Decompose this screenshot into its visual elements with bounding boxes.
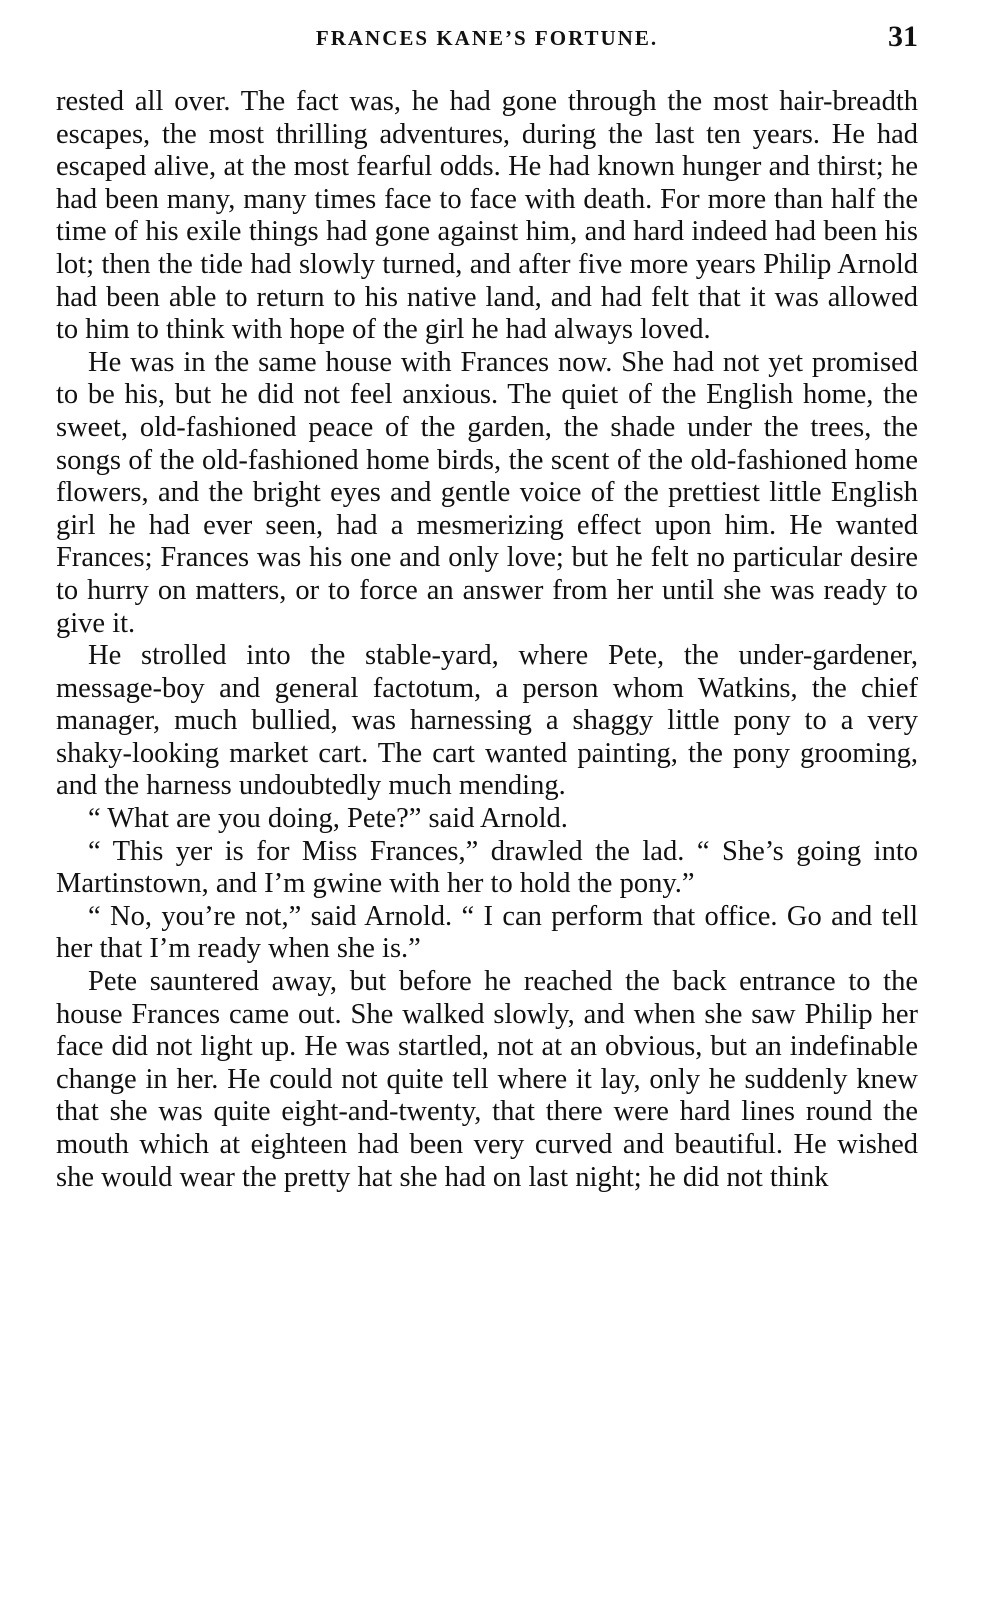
book-page [56, 20, 918, 1600]
paragraph: “ This yer is for Miss Frances,” drawled the lad. “ She’s going into Martinstown, and I’m gwine with her to hold the pony.” [56, 835, 918, 900]
page-number: 31 [888, 20, 918, 53]
paragraph: “ No, you’re not,” said Arnold. “ I can perform that office. Go and tell her that I’m ready when she is.” [56, 900, 918, 965]
paragraph: Pete sauntered away, but before he reached the back entrance to the house Frances came out. She walked slowly, and when she saw Philip her face did not light up. He was startled, not at an obvious, but an indefinable change in her. He could not quite tell where it lay, only he suddenly knew that she was quite eight-and-twenty, that there were hard lines round the mouth which at eighteen had been very curved and beautiful. He wished she would wear the pretty hat she had on last night; he did not think [56, 966, 918, 1193]
paragraph: He strolled into the stable-yard, where Pete, the under-gardener, message-boy and general factotum, a person whom Watkins, the chief manager, much bullied, was harnessing a shaggy little pony to a very shaky-looking market cart. The cart wanted painting, the pony grooming, and the harness undoubtedly much mending. [56, 640, 918, 802]
paragraph: He was in the same house with Frances now. She had not yet promised to be his, but he did not feel anxious. The quiet of the English home, the sweet, old-fashioned peace of the garden, the shade under the trees, the songs of the old-fashioned home birds, the scent of the old-fashioned home flowers, and the bright eyes and gentle voice of the prettiest little English girl he had ever seen, had a mesmerizing effect upon him. He wanted Frances; Frances was his one and only love; but he felt no particular desire to hurry on matters, or to force an answer from her until she was ready to give it. [56, 346, 918, 639]
paragraph: “ What are you doing, Pete?” said Arnold. [88, 803, 568, 835]
running-title: FRANCES KANE’S FORTUNE. [315, 26, 659, 50]
body-text [56, 86, 918, 1194]
paragraph: rested all over. The fact was, he had gone through the most hair-breadth escapes, the most thrilling adventures, during the last ten years. He had escaped alive, at the most fearful odds. He had known hunger and thirst; he had been many, many times face to face with death. For more than half the time of his exile things had gone against him, and hard indeed had been his lot; then the tide had slowly turned, and after five more years Philip Arnold had been able to return to his native land, and had felt that it was allowed to him to think with hope of the girl he had always loved. [56, 86, 918, 346]
running-head [56, 20, 918, 60]
